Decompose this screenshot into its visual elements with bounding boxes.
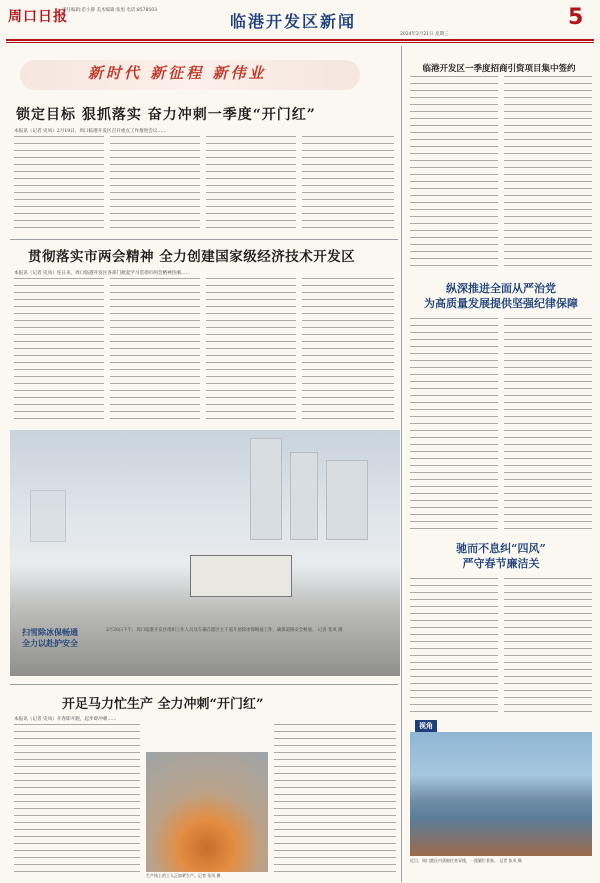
lead-column-2 [110,136,200,234]
photo-caption-body: 2月20日下午，周口临港开发区组织工作人员及车辆在辖区主干道开展除冰保畅通工作，确保道路安全畅通。 [106,628,317,633]
third-column-1 [14,724,140,878]
port-photo [410,732,592,856]
lead-headline: 锁定目标 狠抓落实 奋力冲刺一季度“开门红” [16,107,316,123]
section-divider [10,684,398,685]
right-headline-3-line-2: 严守春节廉洁关 [462,557,540,570]
second-column-3 [206,278,296,420]
lead-column-3 [206,136,296,234]
right-column-2a [410,318,498,532]
second-column-1 [14,278,104,420]
masthead-meta: 责任编辑:范小静 美术编辑:张旭 电话:8578503 [62,8,157,13]
lens-section-tag: 视角 [415,720,437,732]
second-headline: 贯彻落实市两会精神 全力创建国家级经济技术开发区 [28,249,356,265]
right-column-2b [504,318,592,532]
third-byline: 本报讯（记者 史凤）开春即开跑，起步即冲刺…… [14,717,117,722]
newspaper-logo: 周口日报 [8,9,68,25]
second-byline: 本报讯（记者 史凤）连日来，周口临港开发区各部门掀起学习贯彻市两会精神热潮…… [14,271,191,276]
photo-credit: 记者 张凤 摄 [317,628,343,633]
factory-photo [146,752,268,872]
banner-slogan: 新时代 新征程 新伟业 [88,64,267,82]
right-headline-2 [410,281,592,311]
photo-caption-title [22,627,78,649]
right-column-3b [504,578,592,714]
lead-column-1 [14,136,104,234]
section-title: 临港开发区新闻 [230,12,357,31]
right-headline-1: 临港开发区一季度招商引资项目集中签约 [422,64,576,74]
port-caption: 近日，周口港区内货船往来穿梭，一派繁忙景象。 记者 张凤 摄 [410,858,522,863]
building [30,490,66,542]
right-column-1a [410,76,498,272]
masthead-rule-thin [6,42,594,43]
photo-caption-text [106,628,396,634]
lead-byline: 本报讯（记者 史凤）2月19日，周口临港开发区召开重点工作推进会议…… [14,129,167,134]
factory-caption: 生产线上的工人正加紧生产。记者 张凤 摄 [146,873,221,878]
right-column-1b [504,76,592,272]
right-headline-2-line-1: 纵深推进全面从严治党 [446,282,556,295]
building [290,452,318,540]
right-headline-2-line-2: 为高质量发展提供坚强纪律保障 [424,297,578,310]
photo-caption-line-1: 扫雪除冰保畅通 [22,627,78,637]
second-column-4 [302,278,394,420]
page-number: 5 [568,5,584,30]
second-column-2 [110,278,200,420]
right-headline-3-line-1: 驰而不息纠“四风” [456,542,546,555]
issue-date: 2024年2月21日 星期三 [400,32,449,37]
building [250,438,282,540]
third-column-2 [274,724,396,878]
section-divider [10,239,398,240]
right-headline-3 [410,541,592,571]
building [326,460,368,540]
third-headline: 开足马力忙生产 全力冲刺“开门红” [62,697,264,712]
snow-plow-truck [190,555,292,597]
masthead [0,0,600,40]
right-column-3a [410,578,498,714]
photo-caption-line-2: 全力以赴护安全 [22,638,78,648]
lead-column-4 [302,136,394,234]
column-divider [401,46,402,882]
masthead-rule [6,39,594,41]
